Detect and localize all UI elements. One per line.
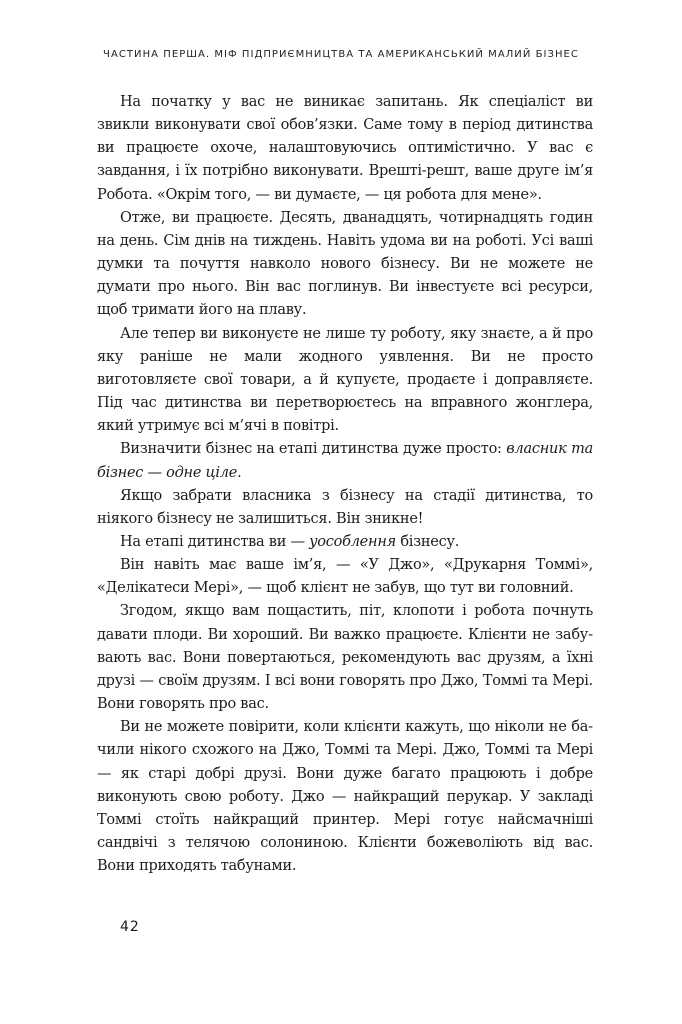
running-header: ЧАСТИНА ПЕРША. МІФ ПІДПРИЄМНИЦТВА ТА АМЕРИКАНСЬКИЙ МАЛИЙ БІЗНЕС <box>103 49 579 60</box>
paragraph-9: Ви не можете повірити, коли клієнти кажуть, що ніколи не бачили нікого схожого на Джо, Томмі та Мері. Джо, Томмі та Мері — як старі добрі друзі. Вони дуже багато працюють і добре виконують свою роботу. Джо — найкращий перукар. У закладі Томмі стоїть найкращий принтер. Мері готує найсмачніші сандвічі з телячою солониною. Клієнти божеволіють від вас. Вони приходять табунами. <box>97 719 593 875</box>
page-number: 42 <box>120 919 140 935</box>
paragraph-6-emphasis: уособлення <box>309 533 396 550</box>
body-text <box>97 91 593 878</box>
paragraph-5: Якщо забрати власника з бізнесу на стадії дитинства, то ніякого бізнесу не залишиться. Він зникне! <box>97 487 593 527</box>
paragraph-2: Отже, ви працюєте. Десять, дванадцять, чотирнадцять годин на день. Сім днів на тиждень. Навіть удома ви на роботі. Усі ваші думки та почуття навколо нового бізнесу. Ви не можете не думати про нього. Він вас поглинув. Ви інвестуєте всі ресурси, щоб тримати його на плаву. <box>97 209 593 319</box>
paragraph-4-emphasis: власник та бізнес — одне ціле. <box>97 441 593 481</box>
paragraph-6 <box>97 531 593 554</box>
paragraph-6-text-start: На етапі дитинства ви — <box>120 533 310 550</box>
paragraph-4 <box>97 438 593 484</box>
paragraph-4-text: Визначити бізнес на етапі дитинства дуже просто: <box>120 441 507 458</box>
paragraph-1: На початку у вас не виникає запитань. Як спеціаліст ви звикли виконувати свої обов’язки. Саме тому в період дитинства ви працюєте охоче, налаштовуючись оптимістично. У вас є завдання, і їх потрібно виконувати. Врешті-решт, ваше друге ім’я Робота. «Окрім того, — ви думаєте, — ця робота для мене». <box>97 94 593 203</box>
paragraph-3: Але тепер ви виконуєте не лише ту роботу, яку знаєте, а й про яку раніше не мали жодного уявлення. Ви не просто виготовляєте свої товари, а й купуєте, продаєте і доправляєте. Під час дитинства ви перетворюєтесь на вправного жонглера, який утримує всі м’ячі в повітрі. <box>97 325 593 435</box>
paragraph-7: Він навіть має ваше ім’я, — «У Джо», «Друкарня Томмі», «Делікатеси Мері», — щоб клієнт не забув, що тут ви головний. <box>97 557 593 597</box>
paragraph-6-text-end: бізнесу. <box>395 533 460 550</box>
paragraph-8: Згодом, якщо вам пощастить, піт, клопоти і робота почнуть давати плоди. Ви хороший. Ви важко працюєте. Клієнти не забувають вас. Вони повертаються, рекомендують вас друзям, а їхні друзі — своїм друзям. І всі вони говорять про Джо, Томмі та Мері. Вони говорять про вас. <box>97 603 593 713</box>
